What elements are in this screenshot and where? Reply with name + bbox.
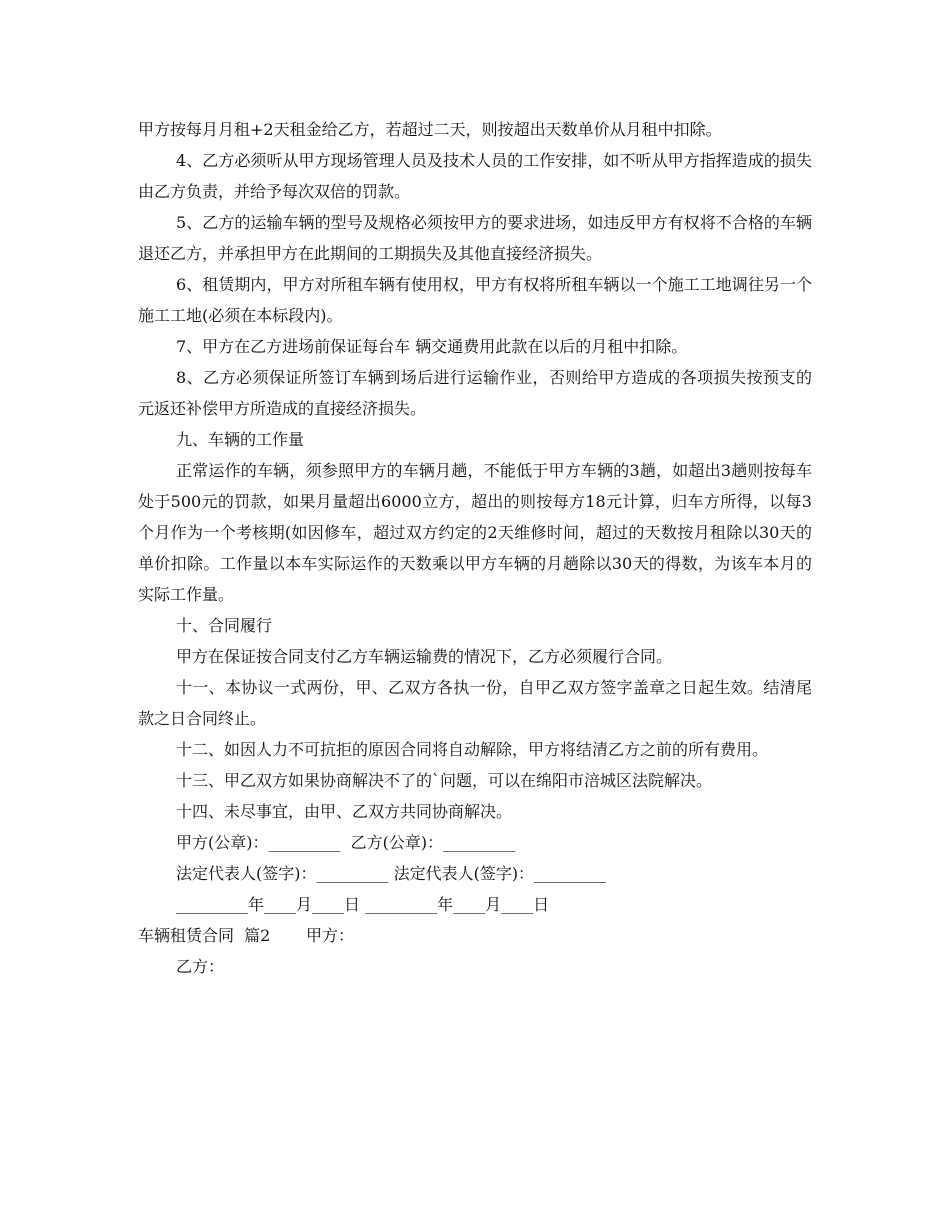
- paragraph-clause-12: 十二、如因人力不可抗拒的原因合同将自动解除，甲方将结清乙方之前的所有费用。: [176, 740, 769, 759]
- paragraph-clause-5: 5、乙方的运输车辆的型号及规格必须按甲方的要求进场，如违反甲方有权将不合格的车辆退还乙方，并承担甲方在此期间的工期损失及其他直接经济损失。: [138, 213, 812, 263]
- paragraph-rent-deduction: 甲方按每月月租+2天租金给乙方，若超过二天，则按超出天数单价从月租中扣除。: [138, 120, 722, 139]
- paragraph-clause-14: 十四、未尽事宜，由甲、乙双方共同协商解决。: [176, 802, 513, 821]
- paragraph-clause-8: 8、乙方必须保证所签订车辆到场后进行运输作业，否则给甲方造成的各项损失按预支的 元返还补偿甲方所造成的直接经济损失。: [138, 368, 812, 418]
- section-heading-part-2: 车辆租赁合同 篇2 甲方：: [138, 926, 354, 945]
- paragraph-clause-4: 4、乙方必须听从甲方现场管理人员及技术人员的工作安排，如不听从甲方指挥造成的损失由乙方负责，并给予每次双倍的罚款。: [138, 151, 812, 201]
- paragraph-clause-7: 7、甲方在乙方进场前保证每台车 辆交通费用此款在以后的月租中扣除。: [176, 337, 688, 356]
- paragraph-clause-11: 十一、本协议一式两份，甲、乙双方各执一份，自甲乙双方签字盖章之日起生效。结清尾款之日合同终止。: [138, 678, 812, 728]
- heading-section-9: 九、车辆的工作量: [176, 430, 305, 449]
- paragraph-clause-6: 6、租赁期内，甲方对所租车辆有使用权，甲方有权将所租车辆以一个施工工地调往另一个施工工地(必须在本标段内)。: [138, 275, 812, 325]
- paragraph-workload: 正常运作的车辆，须参照甲方的车辆月趟，不能低于甲方车辆的3趟，如超出3趟则按每车处于500元的罚款，如果月量超出6000立方，超出的则按每方18元计算，归车方所得，以每3个月作为一个考核期(如因修车，超过双方约定的2天维修时间，超过的天数按月租除以30天的单价扣除。工作量以本车实际运作的天数乘以甲方车辆的月趟除以30天的得数，为该车本月的实际工作量。: [138, 461, 812, 604]
- heading-section-10: 十、合同履行: [176, 616, 273, 635]
- signature-seal-line: 甲方(公章)：_________ 乙方(公章)：_________: [176, 833, 516, 852]
- document-body: [138, 114, 812, 982]
- paragraph-clause-13: 十三、甲乙双方如果协商解决不了的`问题，可以在绵阳市涪城区法院解决。: [176, 771, 713, 790]
- signature-date-line: _________年____月____日 _________年____月____日: [176, 895, 550, 914]
- paragraph-contract-performance: 甲方在保证按合同支付乙方车辆运输费的情况下，乙方必须履行合同。: [176, 647, 673, 666]
- party-b-line: 乙方：: [176, 957, 225, 976]
- signature-representative-line: 法定代表人(签字)：_________ 法定代表人(签字)：_________: [176, 864, 607, 883]
